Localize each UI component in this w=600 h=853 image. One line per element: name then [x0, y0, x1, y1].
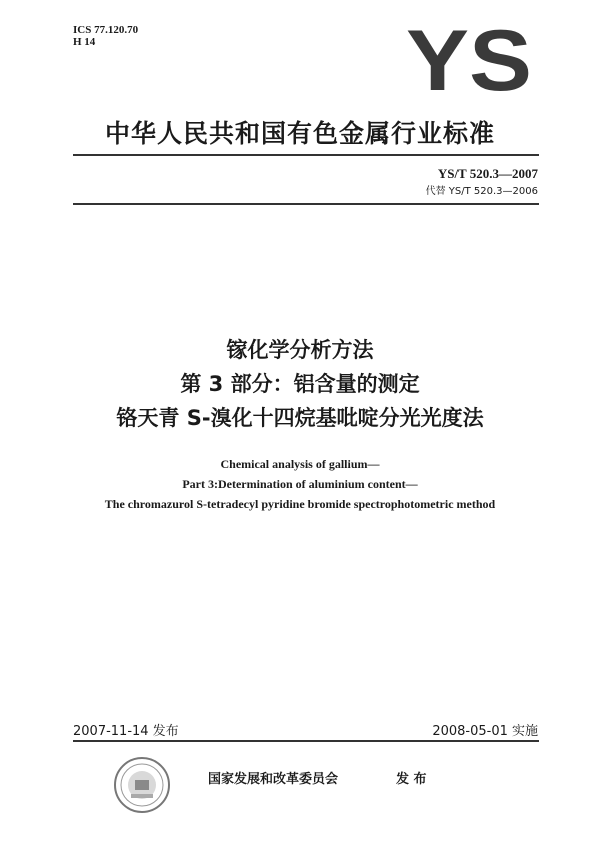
- official-seal: [113, 756, 171, 814]
- classification-codes: [73, 24, 138, 48]
- ccs-code: H 14: [73, 36, 96, 48]
- ys-logo-text: YS: [406, 26, 532, 96]
- title-zh-line3: 铬天青 S-溴化十四烷基吡啶分光光度法: [116, 406, 484, 430]
- title-zh-line1: 镓化学分析方法: [226, 338, 374, 362]
- issuing-authority: 国家发展和改革委员会: [208, 772, 339, 787]
- release-date: 2007-11-14 发布: [73, 724, 179, 739]
- footer-divider: [73, 740, 539, 742]
- ics-code: ICS 77.120.70: [73, 24, 139, 36]
- header-divider: [73, 203, 539, 205]
- implement-date: 2008-05-01 实施: [432, 724, 538, 739]
- title-zh-line2: 第 3 部分：铝含量的测定: [180, 372, 420, 396]
- top-divider: [73, 154, 539, 156]
- title-en-line3: The chromazurol S-tetradecyl pyridine bromide spectrophotometric method: [104, 497, 496, 511]
- issue-label: 发 布: [396, 772, 427, 787]
- title-en-line1: Chemical analysis of gallium—: [220, 457, 380, 471]
- standard-category-title: 中华人民共和国有色金属行业标准: [104, 119, 495, 148]
- ys-logo: [405, 26, 533, 96]
- standard-number: YS/T 520.3—2007: [437, 166, 538, 181]
- replaces-note: 代替 YS/T 520.3—2006: [425, 186, 538, 197]
- title-en-line2: Part 3:Determination of aluminium content—: [182, 477, 418, 491]
